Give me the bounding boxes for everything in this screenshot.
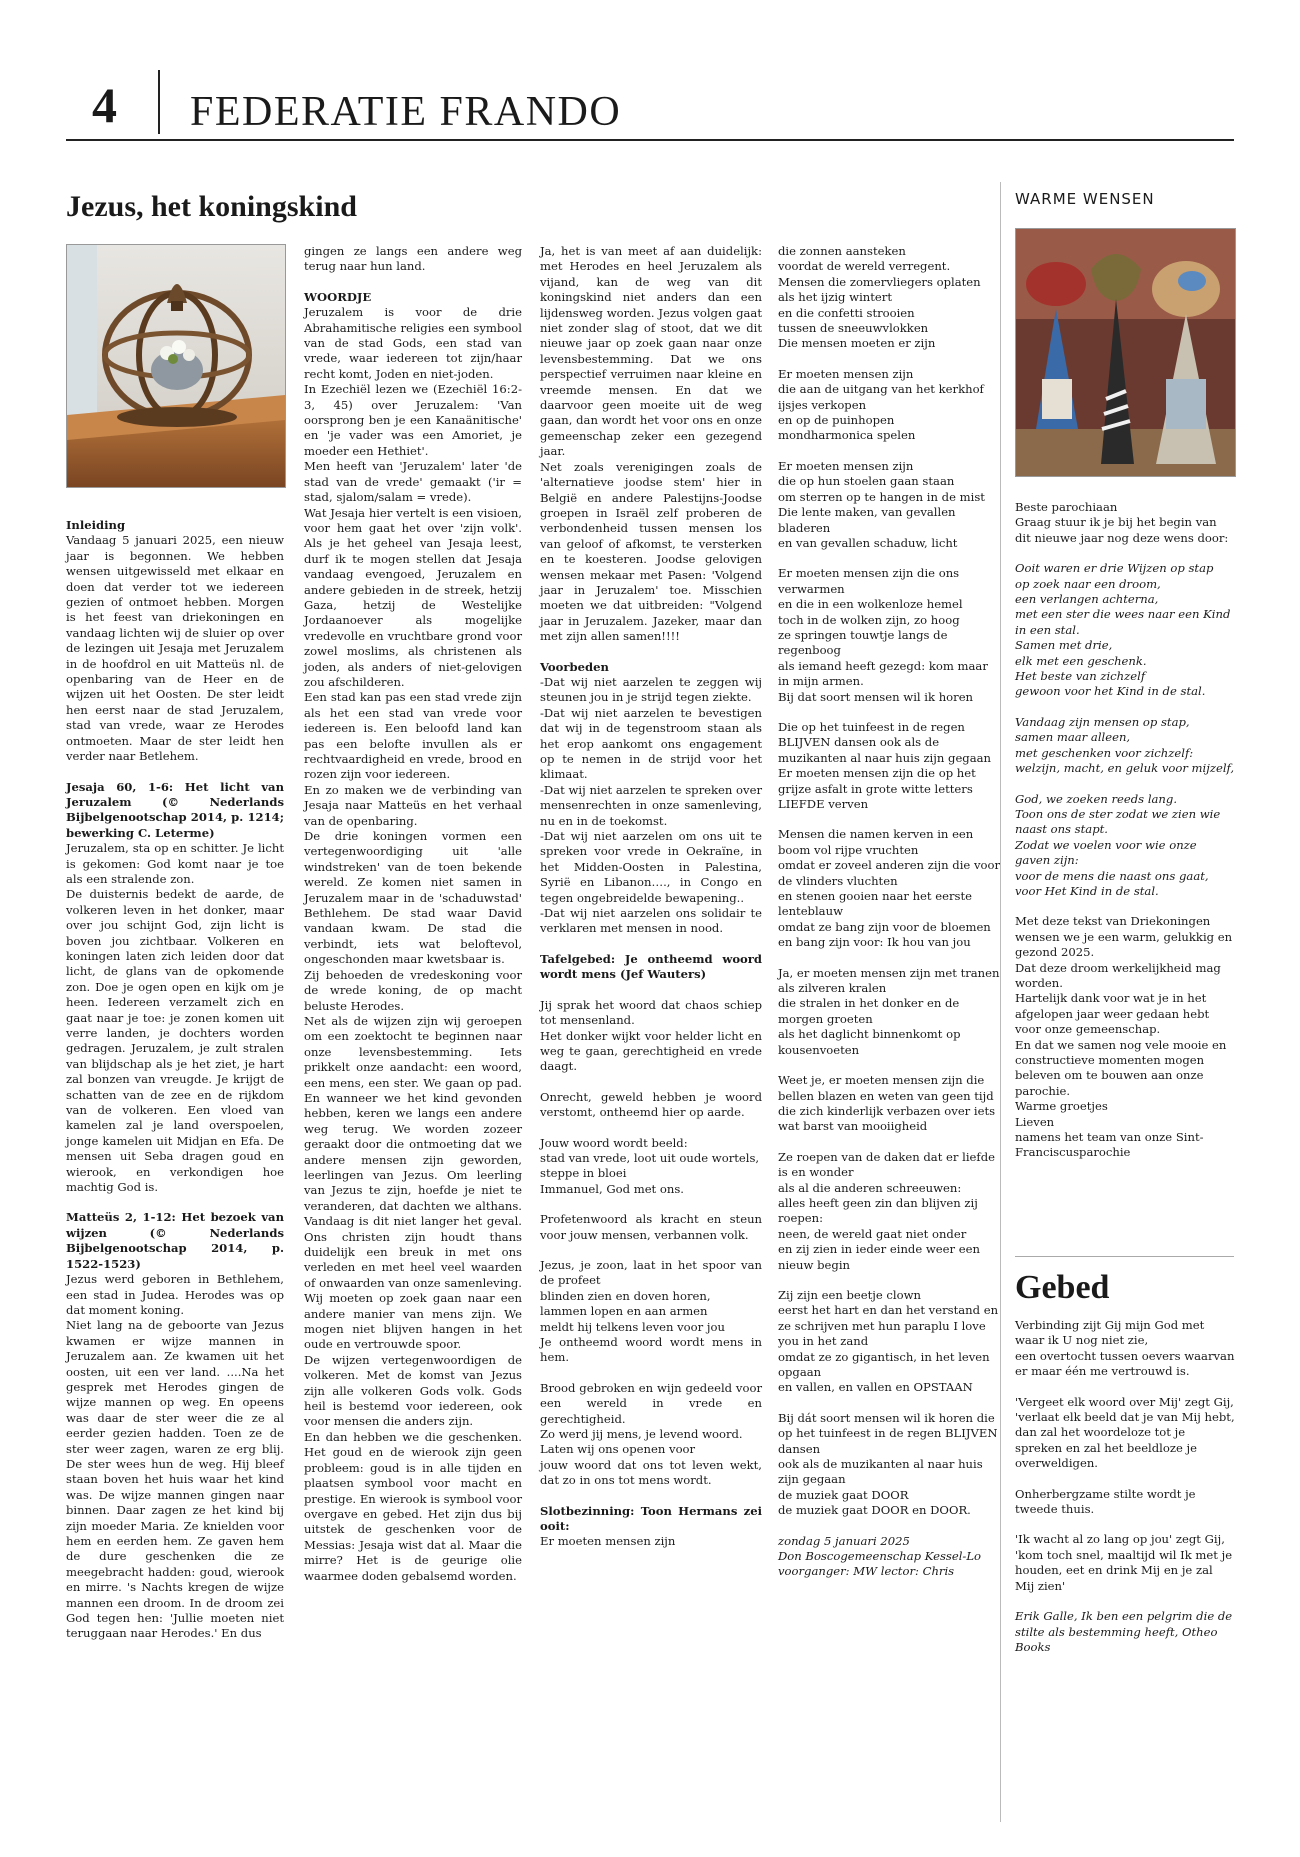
paragraph: die aan de uitgang van het kerkhof bbox=[778, 382, 984, 397]
paragraph: Je ontheemd woord wordt mens in hem. bbox=[540, 1335, 762, 1365]
paragraph: Jouw woord wordt beeld: bbox=[540, 1135, 688, 1150]
paragraph: en op de puinhopen bbox=[778, 413, 895, 428]
paragraph: Jij sprak het woord dat chaos schiep tot mensenland. bbox=[540, 997, 762, 1028]
paragraph: op zoek naar een droom, bbox=[1015, 576, 1161, 591]
paragraph: En dan hebben we die geschenken. Het goud en de wierook zijn geen probleem: goud is in alle tijden en plaatsen symbool voor macht en prestige. En wierook is symbool voor overgave en gebed. Het zijn dus bij uitstek de geschenken voor de Messias: Jesaja wist dat al. Maar die mirre? Het is de geurige olie waarmee doden gebalsemd worden. bbox=[304, 1429, 522, 1583]
paragraph: voor de mens die naast ons gaat, bbox=[1015, 868, 1209, 883]
paragraph: omdat er zoveel anderen zijn die voor de vlinders vluchten bbox=[778, 858, 1001, 888]
paragraph: Jezus, je zoon, laat in het spoor van de profeet bbox=[540, 1257, 762, 1288]
paragraph: Men heeft van 'Jeruzalem' later 'de stad van de vrede' gemaakt ('ir = stad, sjalom/salam = vrede). bbox=[304, 459, 522, 505]
section-heading: Inleiding bbox=[66, 518, 126, 532]
paragraph: Onrecht, geweld hebben je woord verstomt, ontheemd hier op aarde. bbox=[540, 1089, 762, 1120]
paragraph: Die mensen moeten er zijn bbox=[778, 336, 936, 351]
paragraph: toch in de wolken zijn, zo hoog bbox=[778, 612, 960, 627]
sidebar-text bbox=[1015, 500, 1235, 1161]
paragraph: tussen de sneeuwvlokken bbox=[778, 321, 929, 336]
crown-sculpture-image bbox=[67, 245, 285, 487]
paragraph: Mensen die namen kerven in een boom vol rijpe vruchten bbox=[778, 827, 974, 857]
paragraph: Er moeten mensen zijn die op het grijze asfalt in grote witte letters LIEFDE verven bbox=[778, 766, 976, 811]
paragraph: Bij dat soort mensen wil ik horen bbox=[778, 689, 974, 704]
section-heading: WOORDJE bbox=[304, 289, 372, 304]
paragraph: gingen ze langs een andere weg terug naar hun land. bbox=[304, 244, 522, 274]
paragraph: neen, de wereld gaat niet onder bbox=[778, 1226, 967, 1241]
header-rule bbox=[66, 139, 1234, 141]
article-title: Jezus, het koningskind bbox=[66, 190, 357, 223]
paragraph: lammen lopen en aan armen bbox=[540, 1304, 708, 1319]
paragraph: En dat we samen nog vele mooie en constructieve momenten mogen beleven om te bouwen aan onze parochie. bbox=[1015, 1037, 1227, 1098]
article-column-4 bbox=[778, 244, 1000, 1580]
paragraph: Graag stuur ik je bij het begin van dit nieuwe jaar nog deze wens door: bbox=[1015, 515, 1229, 545]
paragraph: Het donker wijkt voor helder licht en weg te gaan, gerechtigheid en vrede daagt. bbox=[540, 1028, 762, 1074]
paragraph: Zo werd jij mens, je levend woord. bbox=[540, 1427, 743, 1442]
paragraph: en van gevallen schaduw, licht bbox=[778, 535, 958, 550]
paragraph: stad van vrede, loot uit oude wortels, bbox=[540, 1150, 760, 1165]
paragraph: In Ezechiël lezen we (Ezechiël 16:2-3, 45) over Jeruzalem: 'Van oorsprong ben je een Kanaänitische' en 'je vader was een Amoriet, je moeder een Hethiet'. bbox=[304, 382, 522, 458]
paragraph: die zonnen aansteken bbox=[778, 244, 906, 258]
paragraph: De duisternis bedekt de aarde, de volkeren leven in het donker, maar over jou schijnt God, zijn licht is boven jou zichtbaar. Volkeren en koningen laten zich leiden door dat licht, de glans van de opkomende zon. Doe je ogen open en kijk om je heen. Iedereen verzamelt zich en gaat naar je toe: je zonen komen uit verre landen, je dochters worden gedragen. Jeruzalem, je zult stralen van blijdschap als je het ziet, je hart zal bonzen van vreugde. Je krijgt de schatten van de zee en de rijkdom van de volkeren. Een vloed van kamelen zal je land overspoelen, jonge kamelen uit Midjan en Efa. De mensen uit Seba dragen goud en wierook, en verkondigen hoe machtig God is. bbox=[66, 887, 284, 1195]
gebed-separator bbox=[1015, 1256, 1234, 1257]
section-heading: Slotbezinning: Toon Hermans zei ooit: bbox=[540, 1503, 762, 1534]
paragraph: jouw woord dat ons tot leven wekt, dat zo in ons tot mens wordt. bbox=[540, 1457, 762, 1488]
paragraph: Net zoals verenigingen zoals de 'alternatieve joodse stem' hier in België en andere Palestijns-Joodse groepen in Israël zelf proberen de verbondenheid tussen mensen los van geloof of afkomst, te versterken en te koesteren. Joodse gelovigen wensen mekaar met Pasen: 'Volgend jaar in Jeruzalem' toe. Misschien moeten we dat uitbreiden: "Volgend jaar in Jeruzalem. Jazeker, maar dan met zijn allen samen!!!! bbox=[540, 459, 762, 644]
paragraph: Lieven bbox=[1015, 1114, 1055, 1129]
paragraph: Jeruzalem, sta op en schitter. Je licht is gekomen: God komt naar je toe als een stralende zon. bbox=[66, 841, 284, 886]
paragraph: Bij dát soort mensen wil ik horen die op het tuinfeest in de regen BLIJVEN dansen bbox=[778, 1410, 998, 1456]
paragraph: mondharmonica spelen bbox=[778, 428, 916, 443]
gebed-text bbox=[1015, 1318, 1235, 1655]
paragraph: -Dat wij niet aarzelen ons solidair te verklaren met mensen in nood. bbox=[540, 906, 762, 936]
paragraph: de muziek gaat DOOR bbox=[778, 1487, 909, 1502]
paragraph: Jeruzalem is voor de drie Abrahamitische religies een symbool van de stad Gods, een stad van vrede, waar iedereen tot zijn/haar recht komt, Joden en niet-joden. bbox=[304, 305, 522, 381]
paragraph: Die op het tuinfeest in de regen BLIJVEN dansen ook als de muzikanten al naar huis zijn gegaan bbox=[778, 719, 992, 765]
paragraph: de muziek gaat DOOR en DOOR. bbox=[778, 1503, 971, 1518]
paragraph: God, we zoeken reeds lang. bbox=[1015, 791, 1178, 806]
paragraph: Onherbergzame stilte wordt je tweede thuis. bbox=[1015, 1486, 1196, 1517]
paragraph: Zij zijn een beetje clown bbox=[778, 1287, 921, 1302]
sidebar-section-label: WARME WENSEN bbox=[1015, 190, 1155, 208]
section-heading: Matteüs 2, 1-12: Het bezoek van wijzen (© Nederlands Bijbelgenootschap 2014, p. 1522-1523) bbox=[66, 1210, 284, 1271]
paragraph: Een stad kan pas een stad vrede zijn als het een stad van vrede voor iedereen is. Een beloofd land kan pas een belofte invullen als er rechtvaardigheid en vrede, brood en rozen zijn voor iedereen. bbox=[304, 690, 522, 782]
paragraph: Ja, het is van meet af aan duidelijk: met Herodes en heel Jeruzalem als vijand, kan de weg van dit koningskind niet anders dan een lijdensweg worden. Jezus volgen gaat niet zonder slag of stoot, dat we dit nieuwe jaar op zoek gaan naar onze levensbestemming. Dat we ons perspectief verruimen naar kleine en vreemde mensen. En dat we daarvoor geen moeite uit de weg gaan, dan wordt het voor ons en onze gemeenschap zeker een gezegend jaar. bbox=[540, 244, 762, 459]
paragraph: Beste parochiaan bbox=[1015, 500, 1118, 514]
paragraph: Immanuel, God met ons. bbox=[540, 1181, 684, 1196]
paragraph: ijsjes verkopen bbox=[778, 397, 867, 412]
paragraph: De wijzen vertegenwoordigen de volkeren. Met de komst van Jezus zijn alle volkeren Gods volk. Gods heil is bestemd voor iedereen, ook voor mensen die anders zijn. bbox=[304, 1352, 522, 1429]
header-separator bbox=[158, 70, 160, 134]
paragraph: omdat ze zo gigantisch, in het leven opgaan bbox=[778, 1349, 990, 1379]
paragraph: omdat ze bang zijn voor de bloemen bbox=[778, 919, 991, 934]
paragraph: en stenen gooien naar het eerste lenteblauw bbox=[778, 889, 972, 919]
paragraph: zondag 5 januari 2025 bbox=[778, 1533, 910, 1548]
paragraph: en die in een wolkenloze hemel bbox=[778, 597, 963, 612]
paragraph: die stralen in het donker en de morgen groeten bbox=[778, 996, 960, 1026]
paragraph: Ze roepen van de daken dat er liefde is en wonder bbox=[778, 1149, 995, 1180]
paragraph: Die lente maken, van gevallen bladeren bbox=[778, 505, 956, 535]
paragraph: 'Vergeet elk woord over Mij' zegt Gij, bbox=[1015, 1394, 1234, 1409]
section-heading: Tafelgebed: Je ontheemd woord wordt mens (Jef Wauters) bbox=[540, 951, 762, 982]
paragraph: en zij zien in ieder einde weer een nieuw begin bbox=[778, 1242, 980, 1272]
paragraph: Met deze tekst van Driekoningen wensen we je een warm, gelukkig en gezond 2025. bbox=[1015, 914, 1233, 960]
paragraph: en bang zijn voor: Ik hou van jou bbox=[778, 935, 971, 950]
paragraph: Erik Galle, Ik ben een pelgrim die de stilte als bestemming heeft, Otheo Books bbox=[1015, 1609, 1233, 1654]
paragraph: Er moeten mensen zijn bbox=[778, 366, 914, 381]
sidebar-divider bbox=[1000, 182, 1001, 1822]
paragraph: En zo maken we de verbinding van Jesaja naar Matteüs en het verhaal van de openbaring. bbox=[304, 782, 522, 828]
paragraph: 'Ik wacht al zo lang op jou' zegt Gij, 'kom toch snel, maaltijd wil Ik met je houden, eet en drink Mij en je zal Mij zien' bbox=[1015, 1532, 1233, 1593]
paragraph: voorganger: MW lector: Chris bbox=[778, 1564, 955, 1579]
paragraph: Zij behoeden de vredeskoning voor de wrede koning, de op macht beluste Herodes. bbox=[304, 967, 522, 1013]
paragraph: Dat deze droom werkelijkheid mag worden. bbox=[1015, 960, 1221, 990]
paragraph: Zodat we voelen voor wie onze gaven zijn: bbox=[1015, 837, 1197, 868]
paragraph: die op hun stoelen gaan staan bbox=[778, 474, 955, 489]
paragraph: Jezus werd geboren in Bethlehem, een stad in Judea. Herodes was op dat moment koning. bbox=[66, 1272, 284, 1317]
paragraph: -Dat wij niet aarzelen te spreken over mensenrechten in onze samenleving, nu en in de toekomst. bbox=[540, 782, 762, 828]
paragraph: alles heeft geen zin dan blijven zij roepen: bbox=[778, 1195, 978, 1226]
paragraph: voor Het Kind in de stal. bbox=[1015, 883, 1159, 898]
paragraph: als iemand heeft gezegd: kom maar in mijn armen. bbox=[778, 658, 988, 689]
paragraph: Vandaag zijn mensen op stap, bbox=[1015, 714, 1190, 729]
crown-photo bbox=[66, 244, 286, 488]
paragraph: elk met een geschenk. bbox=[1015, 653, 1147, 668]
paragraph: Vandaag 5 januari 2025, een nieuw jaar is begonnen. We hebben wensen uitgewisseld met elkaar en doen dat verder tot we iedereen gezien of ontmoet hebben. Morgen is het feest van driekoningen en vandaag lichten wij de sluier op over de lezingen uit Jesaja met Jeruzalem in de hoofdrol en uit Matteüs nl. de openbaring van de Heer en de wijzen uit het Oosten. De ster leidt hen eerst naar de stad Jeruzalem, stad van vrede, waar ze Herodes ontmoeten. Maar de ster leidt hen verder naar Betlehem. bbox=[66, 533, 284, 764]
gebed-title: Gebed bbox=[1015, 1269, 1110, 1306]
paragraph: eerst het hart en dan het verstand en ze schrijven met hun paraplu I love you in het zand bbox=[778, 1303, 999, 1349]
paragraph: Samen met drie, bbox=[1015, 638, 1113, 653]
paragraph: samen maar alleen, bbox=[1015, 730, 1131, 745]
ceramic-figures-image bbox=[1016, 229, 1235, 476]
paragraph: Don Boscogemeenschap Kessel-Lo bbox=[778, 1549, 982, 1564]
article-column-3 bbox=[540, 244, 762, 1550]
paragraph: om sterren op te hangen in de mist bbox=[778, 489, 985, 504]
paragraph: Net als de wijzen zijn wij geroepen om een zoektocht te beginnen naar onze levensbestemming. Iets prikkelt onze aandacht: een woord, een mens, een ster. We gaan op pad. En wanneer we het kind gevonden hebben, keren we langs een andere weg terug. We worden zozeer geraakt door die ontmoeting dat we andere mensen zijn geworden, leerlingen van Jezus. Om leerling van Jezus te zijn, hoefde je niet te veranderen, dat dachten we althans. Vandaag is dit niet langer het geval. Ons christen zijn houdt thans duidelijk een breuk in met ons verleden en met heel veel waarden of onwaarden van onze samenleving. Wij moeten op zoek gaan naar een andere manier van mens zijn. We mogen niet blijven hangen in het oude en vertrouwde spoor. bbox=[304, 1013, 522, 1352]
paragraph: Het beste van zichzelf bbox=[1015, 669, 1146, 684]
paragraph: 'verlaat elk beeld dat je van Mij hebt, dan zal het woordeloze tot je spreken en zal het beeldloze je overweldigen. bbox=[1015, 1410, 1235, 1471]
paragraph: Weet je, er moeten mensen zijn die bellen blazen en weten van geen tijd die zich kinderlijk verbazen over iets wat barst van mooiigheid bbox=[778, 1073, 996, 1134]
ceramic-figures-photo bbox=[1015, 228, 1236, 477]
paragraph: Mensen die zomervliegers oplaten als het ijzig wintert bbox=[778, 274, 981, 305]
paragraph: een overtocht tussen oevers waarvan er maar één me vertrouwd is. bbox=[1015, 1348, 1235, 1379]
paragraph: Niet lang na de geboorte van Jezus kwamen er wijze mannen in Jeruzalem aan. Ze kwamen uit het oosten, uit een ver land. ....Na het gesprek met Herodes gingen de wijze mannen op weg. En opeens was daar de ster weer die ze al eerder gezien hadden. Toen ze de ster weer zagen, waren ze erg blij. De ster wees hun de weg. Hij bleef staan boven het huis waar het kind was. De wijze mannen gingen naar binnen. Daar zagen ze het kind bij zijn moeder Maria. Ze knielden voor hem en eerden hem. Ze gaven hem de dure geschenken die ze meegebracht hadden: goud, wierook en mirre. 's Nachts kregen de wijze mannen een droom. In de droom zei God tegen hen: 'Jullie moeten niet teruggaan naar Herodes.' En dus bbox=[66, 1318, 284, 1641]
paragraph: Er moeten mensen zijn die ons verwarmen bbox=[778, 566, 960, 596]
article-column-2 bbox=[304, 244, 522, 1584]
paragraph: Brood gebroken en wijn gedeeld voor een wereld in vrede en gerechtigheid. bbox=[540, 1380, 762, 1426]
paragraph: De drie koningen vormen een vertegenwoordiging uit 'alle windstreken' van de toen bekende wereld. Ze komen niet samen in Jeruzalem maar in de 'schaduwstad' Bethlehem. De stad waar David vandaan kwam. De stad die verbindt, iets wat beloftevol, ongeschonden maar kwetsbaar is. bbox=[304, 829, 522, 967]
paragraph: steppe in bloei bbox=[540, 1166, 627, 1181]
paragraph: met geschenken voor zichzelf: bbox=[1015, 745, 1194, 760]
paragraph: en die confetti strooien bbox=[778, 305, 915, 320]
paragraph: Er moeten mensen zijn bbox=[778, 458, 914, 473]
paragraph: met een ster die wees naar een Kind in een stal. bbox=[1015, 607, 1231, 637]
paragraph: Ja, er moeten mensen zijn met tranen als zilveren kralen bbox=[778, 965, 1000, 996]
paragraph: en vallen, en vallen en OPSTAAN bbox=[778, 1380, 973, 1395]
paragraph: Warme groetjes bbox=[1015, 1099, 1108, 1114]
page-number: 4 bbox=[92, 77, 117, 133]
paragraph: blinden zien en doven horen, bbox=[540, 1288, 711, 1303]
paragraph: een verlangen achterna, bbox=[1015, 592, 1159, 607]
paragraph: Verbinding zijt Gij mijn God met waar ik U nog niet zie, bbox=[1015, 1318, 1205, 1348]
paragraph: Hartelijk dank voor wat je in het afgelopen jaar weer gedaan hebt voor onze gemeenschap. bbox=[1015, 991, 1210, 1037]
paragraph: Toon ons de ster zodat we zien wie naast ons stapt. bbox=[1015, 806, 1221, 837]
paragraph: Profetenwoord als kracht en steun voor jouw mensen, verbannen volk. bbox=[540, 1212, 762, 1242]
section-heading: Jesaja 60, 1-6: Het licht van Jeruzalem (© Nederlands Bijbelgenootschap 2014, p. 1214; bewerking C. Leterme) bbox=[66, 779, 284, 840]
paragraph: Ooit waren er drie Wijzen op stap bbox=[1015, 561, 1214, 576]
paragraph: als al die anderen schreeuwen: bbox=[778, 1180, 962, 1195]
paragraph: gewoon voor het Kind in de stal. bbox=[1015, 684, 1206, 699]
paragraph: -Dat wij niet aarzelen te zeggen wij steunen jou in je strijd tegen ziekte. bbox=[540, 674, 762, 705]
paragraph: voordat de wereld verregent. bbox=[778, 259, 951, 274]
article-column-1 bbox=[66, 518, 284, 1642]
paragraph: -Dat wij niet aarzelen te bevestigen dat wij in de tegenstroom staan als het erop aankomt ons engagement op te nemen in de strijd voor het klimaat. bbox=[540, 705, 762, 782]
paragraph: meldt hij telkens leven voor jou bbox=[540, 1319, 725, 1334]
paragraph: ze springen touwtje langs de regenboog bbox=[778, 627, 948, 658]
paragraph: namens het team van onze Sint-Franciscusparochie bbox=[1015, 1130, 1204, 1160]
publication-name: FEDERATIE FRANDO bbox=[190, 89, 622, 135]
paragraph: Er moeten mensen zijn bbox=[540, 1534, 676, 1549]
paragraph: Wat Jesaja hier vertelt is een visioen, voor hem gaat het over 'zijn volk'. Als je het geheel van Jesaja leest, durf ik te mogen stellen dat Jesaja vandaag evengoed, Jeruzalem en andere gebieden in de streek, hetzij Gaza, hetzij de Westelijke Jordaanoever als mogelijke vredevolle en vruchtbare grond voor zowel moslims, als christenen als joden, als anders of niet-gelovigen zou afschilderen. bbox=[304, 505, 522, 689]
paragraph: welzijn, macht, en geluk voor mijzelf, bbox=[1015, 761, 1235, 776]
paragraph: -Dat wij niet aarzelen om ons uit te spreken voor vrede in Oekraïne, in het Midden-Oosten in Palestina, Syrië en Libanon…., in Congo en tegen ongebreidelde bewapening.. bbox=[540, 829, 762, 905]
paragraph: ook als de muzikanten al naar huis zijn gegaan bbox=[778, 1457, 983, 1487]
section-heading: Voorbeden bbox=[540, 659, 609, 674]
paragraph: Laten wij ons openen voor bbox=[540, 1442, 696, 1457]
paragraph: als het daglicht binnenkomt op kousenvoeten bbox=[778, 1027, 961, 1057]
